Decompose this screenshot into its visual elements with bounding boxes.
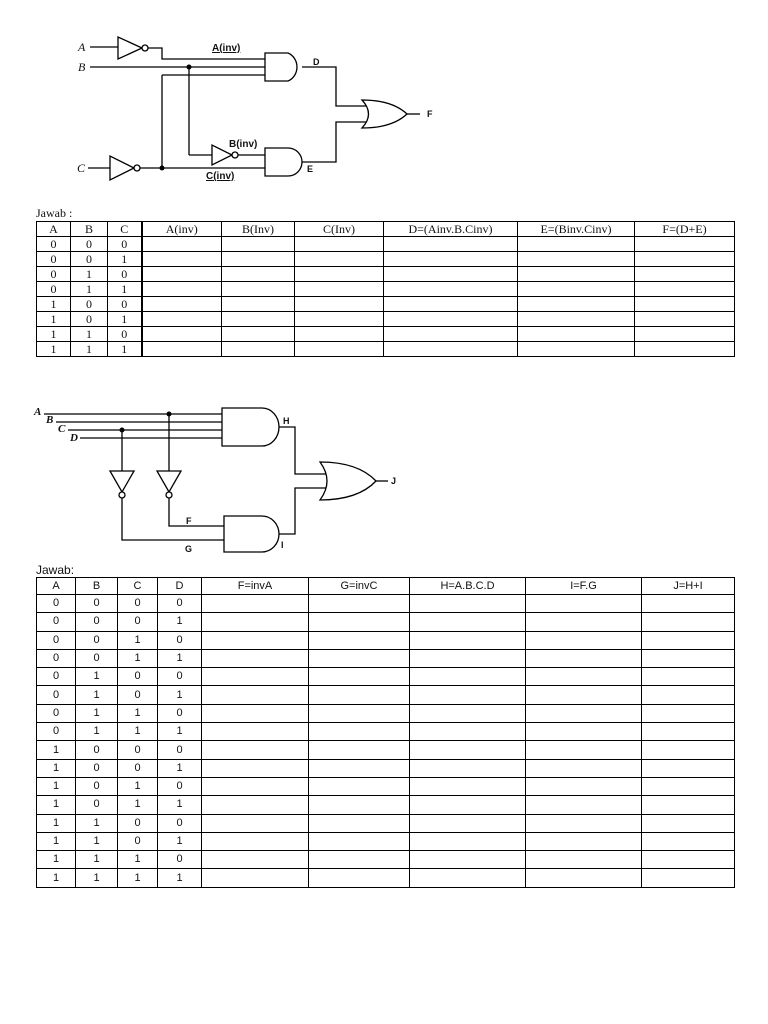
answer-cell[interactable]	[642, 686, 735, 704]
answer-cell[interactable]	[518, 237, 635, 252]
input-value-cell: 1	[37, 851, 76, 869]
header-cell: I=F.G	[526, 578, 642, 595]
answer-cell[interactable]	[518, 267, 635, 282]
table-row	[37, 723, 735, 741]
table-row	[37, 237, 735, 252]
answer-cell[interactable]	[410, 723, 526, 741]
answer-cell[interactable]	[518, 252, 635, 267]
input-value-cell: 1	[118, 796, 158, 814]
answer-cell[interactable]	[384, 237, 518, 252]
input-value-cell: 1	[118, 649, 158, 667]
input-value-cell: 0	[118, 595, 158, 613]
answer-cell[interactable]	[142, 267, 222, 282]
answer-cell[interactable]	[202, 869, 309, 887]
input-c-label: C	[58, 423, 66, 435]
input-value-cell: 1	[71, 342, 108, 357]
table-row	[37, 759, 735, 777]
input-value-cell: 1	[71, 282, 108, 297]
table-row	[37, 832, 735, 850]
input-value-cell: 0	[76, 631, 118, 649]
input-value-cell: 1	[118, 851, 158, 869]
input-value-cell: 1	[76, 832, 118, 850]
input-value-cell: 0	[37, 252, 71, 267]
gate-d-label: D	[313, 57, 320, 67]
input-value-cell: 1	[37, 741, 76, 759]
answer-cell[interactable]	[309, 613, 410, 631]
input-value-cell: 1	[158, 759, 202, 777]
answer-cell[interactable]	[142, 252, 222, 267]
answer-cell[interactable]	[202, 851, 309, 869]
table-row	[37, 267, 735, 282]
answer-cell[interactable]	[309, 777, 410, 795]
answer-cell[interactable]	[642, 832, 735, 850]
input-b-label: B	[78, 60, 86, 74]
input-value-cell: 0	[71, 237, 108, 252]
answer-cell[interactable]	[642, 595, 735, 613]
table-row	[37, 668, 735, 686]
truth-table-1	[36, 221, 735, 357]
answer-cell[interactable]	[202, 777, 309, 795]
answer-cell[interactable]	[309, 704, 410, 722]
answer-cell[interactable]	[202, 832, 309, 850]
input-value-cell: 0	[37, 723, 76, 741]
input-value-cell: 1	[76, 814, 118, 832]
answer-cell[interactable]	[635, 312, 735, 327]
answer-cell[interactable]	[526, 796, 642, 814]
answer-cell[interactable]	[309, 595, 410, 613]
jawab-label-2: Jawab:	[36, 563, 75, 577]
input-value-cell: 1	[118, 869, 158, 887]
input-value-cell: 0	[108, 297, 142, 312]
answer-cell[interactable]	[635, 297, 735, 312]
input-value-cell: 0	[118, 686, 158, 704]
header-cell: D=(Ainv.B.Cinv)	[384, 222, 518, 237]
jawab-label-1: Jawab :	[36, 206, 73, 220]
answer-cell[interactable]	[202, 704, 309, 722]
header-cell: A	[37, 578, 76, 595]
answer-cell[interactable]	[309, 851, 410, 869]
answer-cell[interactable]	[222, 282, 295, 297]
table-row	[37, 777, 735, 795]
truth-table-2	[36, 577, 735, 888]
wire-f-label: F	[186, 516, 192, 526]
input-value-cell: 0	[37, 595, 76, 613]
table-row	[37, 686, 735, 704]
answer-cell[interactable]	[526, 631, 642, 649]
answer-cell[interactable]	[295, 327, 384, 342]
input-value-cell: 1	[76, 704, 118, 722]
input-value-cell: 0	[158, 668, 202, 686]
answer-cell[interactable]	[518, 312, 635, 327]
answer-cell[interactable]	[142, 282, 222, 297]
answer-cell[interactable]	[202, 759, 309, 777]
answer-cell[interactable]	[526, 668, 642, 686]
table-row	[37, 613, 735, 631]
answer-cell[interactable]	[526, 686, 642, 704]
input-value-cell: 0	[37, 668, 76, 686]
header-cell: F=(D+E)	[635, 222, 735, 237]
input-value-cell: 1	[158, 832, 202, 850]
answer-cell[interactable]	[518, 342, 635, 357]
input-a-label: A	[34, 406, 42, 418]
answer-cell[interactable]	[642, 649, 735, 667]
answer-cell[interactable]	[635, 282, 735, 297]
input-value-cell: 0	[158, 777, 202, 795]
input-value-cell: 1	[76, 851, 118, 869]
header-cell: B	[76, 578, 118, 595]
table1-header-row	[37, 222, 735, 237]
input-value-cell: 0	[76, 595, 118, 613]
answer-cell[interactable]	[384, 342, 518, 357]
table-row	[37, 342, 735, 357]
input-value-cell: 0	[76, 613, 118, 631]
gate-e-label: E	[307, 164, 314, 174]
input-value-cell: 0	[37, 686, 76, 704]
answer-cell[interactable]	[309, 832, 410, 850]
input-a-label: A	[78, 40, 86, 54]
and-gate-h	[222, 408, 279, 446]
answer-cell[interactable]	[526, 649, 642, 667]
input-value-cell: 0	[71, 297, 108, 312]
table-row	[37, 741, 735, 759]
answer-cell[interactable]	[410, 741, 526, 759]
input-value-cell: 1	[108, 252, 142, 267]
answer-cell[interactable]	[222, 342, 295, 357]
input-value-cell: 0	[158, 704, 202, 722]
input-value-cell: 1	[158, 613, 202, 631]
c-inverter	[110, 156, 134, 180]
answer-cell[interactable]	[526, 851, 642, 869]
table-row	[37, 631, 735, 649]
wire-g-label: G	[185, 544, 193, 554]
input-value-cell: 1	[37, 327, 71, 342]
and-gate-e	[265, 148, 302, 176]
input-value-cell: 1	[76, 869, 118, 887]
or-gate-f	[362, 100, 407, 128]
header-cell: C(Inv)	[295, 222, 384, 237]
answer-cell[interactable]	[222, 237, 295, 252]
answer-cell[interactable]	[309, 631, 410, 649]
answer-cell[interactable]	[202, 741, 309, 759]
answer-cell[interactable]	[410, 649, 526, 667]
input-value-cell: 0	[71, 312, 108, 327]
answer-cell[interactable]	[642, 704, 735, 722]
table-row	[37, 595, 735, 613]
answer-cell[interactable]	[526, 777, 642, 795]
or-gate-j	[320, 462, 376, 500]
and-gate-i	[224, 516, 279, 552]
input-d-label: D	[70, 432, 78, 444]
answer-cell[interactable]	[202, 686, 309, 704]
header-cell: D	[158, 578, 202, 595]
input-value-cell: 0	[37, 649, 76, 667]
answer-cell[interactable]	[410, 759, 526, 777]
header-cell: E=(Binv.Cinv)	[518, 222, 635, 237]
input-value-cell: 0	[76, 759, 118, 777]
answer-cell[interactable]	[642, 613, 735, 631]
inverter-g	[110, 471, 134, 492]
answer-cell[interactable]	[202, 814, 309, 832]
input-value-cell: 0	[158, 631, 202, 649]
input-value-cell: 0	[37, 237, 71, 252]
answer-cell[interactable]	[222, 267, 295, 282]
input-value-cell: 0	[76, 649, 118, 667]
input-value-cell: 0	[37, 631, 76, 649]
answer-cell[interactable]	[410, 631, 526, 649]
answer-cell[interactable]	[635, 342, 735, 357]
answer-cell[interactable]	[202, 649, 309, 667]
input-value-cell: 1	[158, 649, 202, 667]
answer-cell[interactable]	[642, 759, 735, 777]
circuit-2-svg	[0, 395, 768, 565]
input-value-cell: 1	[76, 686, 118, 704]
input-value-cell: 1	[37, 814, 76, 832]
circuit-1-svg	[0, 0, 768, 200]
input-value-cell: 1	[37, 297, 71, 312]
input-value-cell: 1	[71, 267, 108, 282]
answer-cell[interactable]	[410, 595, 526, 613]
input-value-cell: 0	[71, 252, 108, 267]
answer-cell[interactable]	[142, 312, 222, 327]
gate-j-label: J	[391, 476, 397, 486]
a-inv-label: A(inv)	[212, 43, 241, 54]
table-row	[37, 649, 735, 667]
answer-cell[interactable]	[384, 297, 518, 312]
answer-cell[interactable]	[635, 327, 735, 342]
input-value-cell: 1	[76, 723, 118, 741]
input-value-cell: 0	[118, 832, 158, 850]
input-value-cell: 0	[158, 851, 202, 869]
answer-cell[interactable]	[642, 869, 735, 887]
answer-cell[interactable]	[642, 631, 735, 649]
answer-cell[interactable]	[202, 613, 309, 631]
input-value-cell: 0	[118, 814, 158, 832]
answer-cell[interactable]	[526, 704, 642, 722]
answer-cell[interactable]	[635, 252, 735, 267]
input-value-cell: 1	[37, 312, 71, 327]
header-cell: H=A.B.C.D	[410, 578, 526, 595]
answer-cell[interactable]	[309, 723, 410, 741]
answer-cell[interactable]	[295, 252, 384, 267]
and-gate-d	[265, 53, 297, 81]
answer-cell[interactable]	[526, 832, 642, 850]
input-value-cell: 1	[158, 723, 202, 741]
input-value-cell: 0	[37, 282, 71, 297]
answer-cell[interactable]	[642, 741, 735, 759]
answer-cell[interactable]	[526, 759, 642, 777]
input-value-cell: 1	[37, 777, 76, 795]
answer-cell[interactable]	[642, 814, 735, 832]
input-value-cell: 0	[158, 741, 202, 759]
answer-cell[interactable]	[309, 796, 410, 814]
header-cell: B(Inv)	[222, 222, 295, 237]
gate-i-label: I	[281, 540, 284, 550]
input-value-cell: 0	[118, 741, 158, 759]
answer-cell[interactable]	[410, 613, 526, 631]
input-value-cell: 1	[108, 342, 142, 357]
table-row	[37, 297, 735, 312]
answer-cell[interactable]	[142, 342, 222, 357]
answer-cell[interactable]	[635, 237, 735, 252]
answer-cell[interactable]	[202, 796, 309, 814]
answer-cell[interactable]	[642, 796, 735, 814]
input-value-cell: 0	[118, 613, 158, 631]
input-value-cell: 0	[37, 704, 76, 722]
table-row	[37, 327, 735, 342]
header-cell: J=H+I	[642, 578, 735, 595]
table-row	[37, 252, 735, 267]
c-inv-label: C(inv)	[206, 171, 235, 182]
input-value-cell: 1	[108, 312, 142, 327]
input-value-cell: 1	[108, 282, 142, 297]
answer-cell[interactable]	[518, 282, 635, 297]
answer-cell[interactable]	[295, 282, 384, 297]
answer-cell[interactable]	[410, 777, 526, 795]
input-value-cell: 1	[118, 723, 158, 741]
answer-cell[interactable]	[142, 327, 222, 342]
input-c-label: C	[77, 161, 86, 175]
answer-cell[interactable]	[202, 631, 309, 649]
answer-cell[interactable]	[309, 668, 410, 686]
answer-cell[interactable]	[410, 814, 526, 832]
input-value-cell: 0	[37, 267, 71, 282]
answer-cell[interactable]	[222, 327, 295, 342]
answer-cell[interactable]	[309, 741, 410, 759]
gate-f-label: F	[427, 109, 433, 119]
answer-cell[interactable]	[410, 796, 526, 814]
header-cell: A(inv)	[142, 222, 222, 237]
answer-cell[interactable]	[526, 814, 642, 832]
answer-cell[interactable]	[309, 686, 410, 704]
input-b-label: B	[46, 414, 54, 426]
answer-cell[interactable]	[526, 869, 642, 887]
answer-cell[interactable]	[222, 297, 295, 312]
header-cell: A	[37, 222, 71, 237]
input-value-cell: 1	[37, 869, 76, 887]
answer-cell[interactable]	[642, 723, 735, 741]
answer-cell[interactable]	[410, 851, 526, 869]
input-value-cell: 1	[37, 796, 76, 814]
input-value-cell: 0	[76, 741, 118, 759]
input-value-cell: 1	[158, 869, 202, 887]
answer-cell[interactable]	[309, 759, 410, 777]
answer-cell[interactable]	[309, 649, 410, 667]
input-value-cell: 0	[158, 595, 202, 613]
answer-cell[interactable]	[384, 327, 518, 342]
answer-cell[interactable]	[222, 252, 295, 267]
answer-cell[interactable]	[384, 282, 518, 297]
gate-h-label: H	[283, 416, 290, 426]
header-cell: F=invA	[202, 578, 309, 595]
table2-header-row	[37, 578, 735, 595]
input-value-cell: 0	[158, 814, 202, 832]
input-value-cell: 1	[37, 342, 71, 357]
answer-cell[interactable]	[410, 704, 526, 722]
table-row	[37, 869, 735, 887]
input-value-cell: 1	[37, 759, 76, 777]
input-value-cell: 0	[118, 668, 158, 686]
answer-cell[interactable]	[526, 613, 642, 631]
table-row	[37, 704, 735, 722]
answer-cell[interactable]	[384, 267, 518, 282]
answer-cell[interactable]	[526, 741, 642, 759]
answer-cell[interactable]	[526, 723, 642, 741]
input-value-cell: 1	[118, 777, 158, 795]
circuit-diagram-1	[0, 0, 768, 200]
answer-cell[interactable]	[202, 668, 309, 686]
answer-cell[interactable]	[309, 814, 410, 832]
input-value-cell: 0	[108, 267, 142, 282]
a-inverter	[118, 37, 142, 59]
input-value-cell: 1	[118, 631, 158, 649]
circuit-diagram-2	[0, 395, 768, 565]
input-value-cell: 0	[76, 796, 118, 814]
input-value-cell: 1	[118, 704, 158, 722]
answer-cell[interactable]	[295, 297, 384, 312]
answer-cell[interactable]	[295, 237, 384, 252]
answer-cell[interactable]	[295, 342, 384, 357]
inverter-f	[157, 471, 181, 492]
input-value-cell: 1	[158, 686, 202, 704]
answer-cell[interactable]	[142, 297, 222, 312]
table-row	[37, 814, 735, 832]
b-inv-label: B(inv)	[229, 139, 258, 150]
table-row	[37, 851, 735, 869]
answer-cell[interactable]	[384, 252, 518, 267]
answer-cell[interactable]	[202, 723, 309, 741]
answer-cell[interactable]	[309, 869, 410, 887]
answer-cell[interactable]	[142, 237, 222, 252]
answer-cell[interactable]	[202, 595, 309, 613]
header-cell: C	[108, 222, 142, 237]
header-cell: C	[118, 578, 158, 595]
answer-cell[interactable]	[384, 312, 518, 327]
answer-cell[interactable]	[295, 312, 384, 327]
table-row	[37, 282, 735, 297]
answer-cell[interactable]	[410, 686, 526, 704]
header-cell: G=invC	[309, 578, 410, 595]
answer-cell[interactable]	[410, 869, 526, 887]
input-value-cell: 0	[37, 613, 76, 631]
input-value-cell: 0	[108, 237, 142, 252]
table-row	[37, 312, 735, 327]
answer-cell[interactable]	[222, 312, 295, 327]
answer-cell[interactable]	[635, 267, 735, 282]
input-value-cell: 0	[76, 777, 118, 795]
input-value-cell: 1	[71, 327, 108, 342]
answer-cell[interactable]	[642, 777, 735, 795]
input-value-cell: 1	[76, 668, 118, 686]
answer-cell[interactable]	[526, 595, 642, 613]
table-row	[37, 796, 735, 814]
answer-cell[interactable]	[518, 297, 635, 312]
answer-cell[interactable]	[518, 327, 635, 342]
input-value-cell: 0	[118, 759, 158, 777]
answer-cell[interactable]	[642, 668, 735, 686]
input-value-cell: 1	[37, 832, 76, 850]
answer-cell[interactable]	[295, 267, 384, 282]
answer-cell[interactable]	[410, 668, 526, 686]
input-value-cell: 1	[158, 796, 202, 814]
answer-cell[interactable]	[410, 832, 526, 850]
header-cell: B	[71, 222, 108, 237]
input-value-cell: 0	[108, 327, 142, 342]
answer-cell[interactable]	[642, 851, 735, 869]
